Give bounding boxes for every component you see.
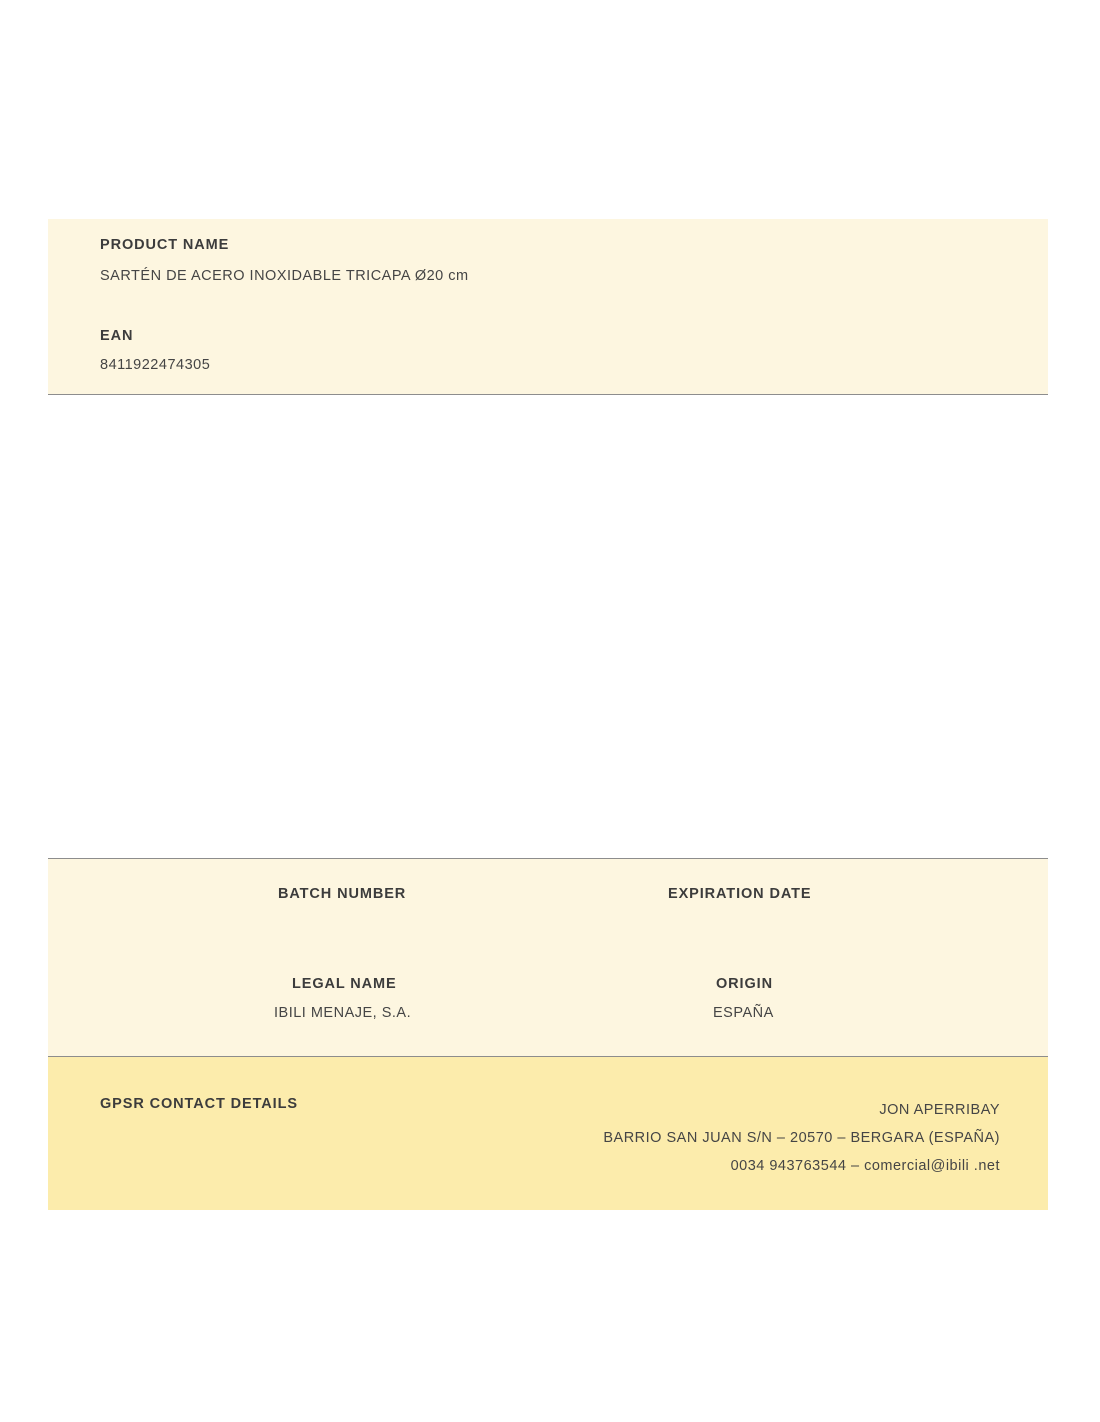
gpsr-contact-name: JON APERRIBAY (879, 1102, 1000, 1118)
divider-middle (48, 858, 1048, 859)
origin-value: ESPAÑA (713, 1005, 774, 1021)
gpsr-contact-phone-email: 0034 943763544 – comercial@ibili .net (730, 1158, 1000, 1174)
divider-top (48, 394, 1048, 395)
ean-value: 8411922474305 (100, 357, 211, 373)
product-name-label: PRODUCT NAME (100, 237, 230, 253)
product-name-value: SARTÉN DE ACERO INOXIDABLE TRICAPA Ø20 cm (100, 268, 469, 284)
details-section (48, 859, 1048, 1056)
batch-number-label: BATCH NUMBER (278, 886, 407, 902)
gpsr-contact-lines (603, 1096, 1000, 1180)
ean-label: EAN (100, 328, 134, 344)
origin-label: ORIGIN (716, 976, 773, 992)
legal-name-value: IBILI MENAJE, S.A. (274, 1005, 412, 1021)
expiration-date-label: EXPIRATION DATE (668, 886, 812, 902)
legal-name-label: LEGAL NAME (292, 976, 397, 992)
divider-bottom (48, 1056, 1048, 1057)
gpsr-contact-address: BARRIO SAN JUAN S/N – 20570 – BERGARA (ESPAÑA) (603, 1130, 1000, 1146)
gpsr-contact-label: GPSR CONTACT DETAILS (100, 1096, 298, 1112)
